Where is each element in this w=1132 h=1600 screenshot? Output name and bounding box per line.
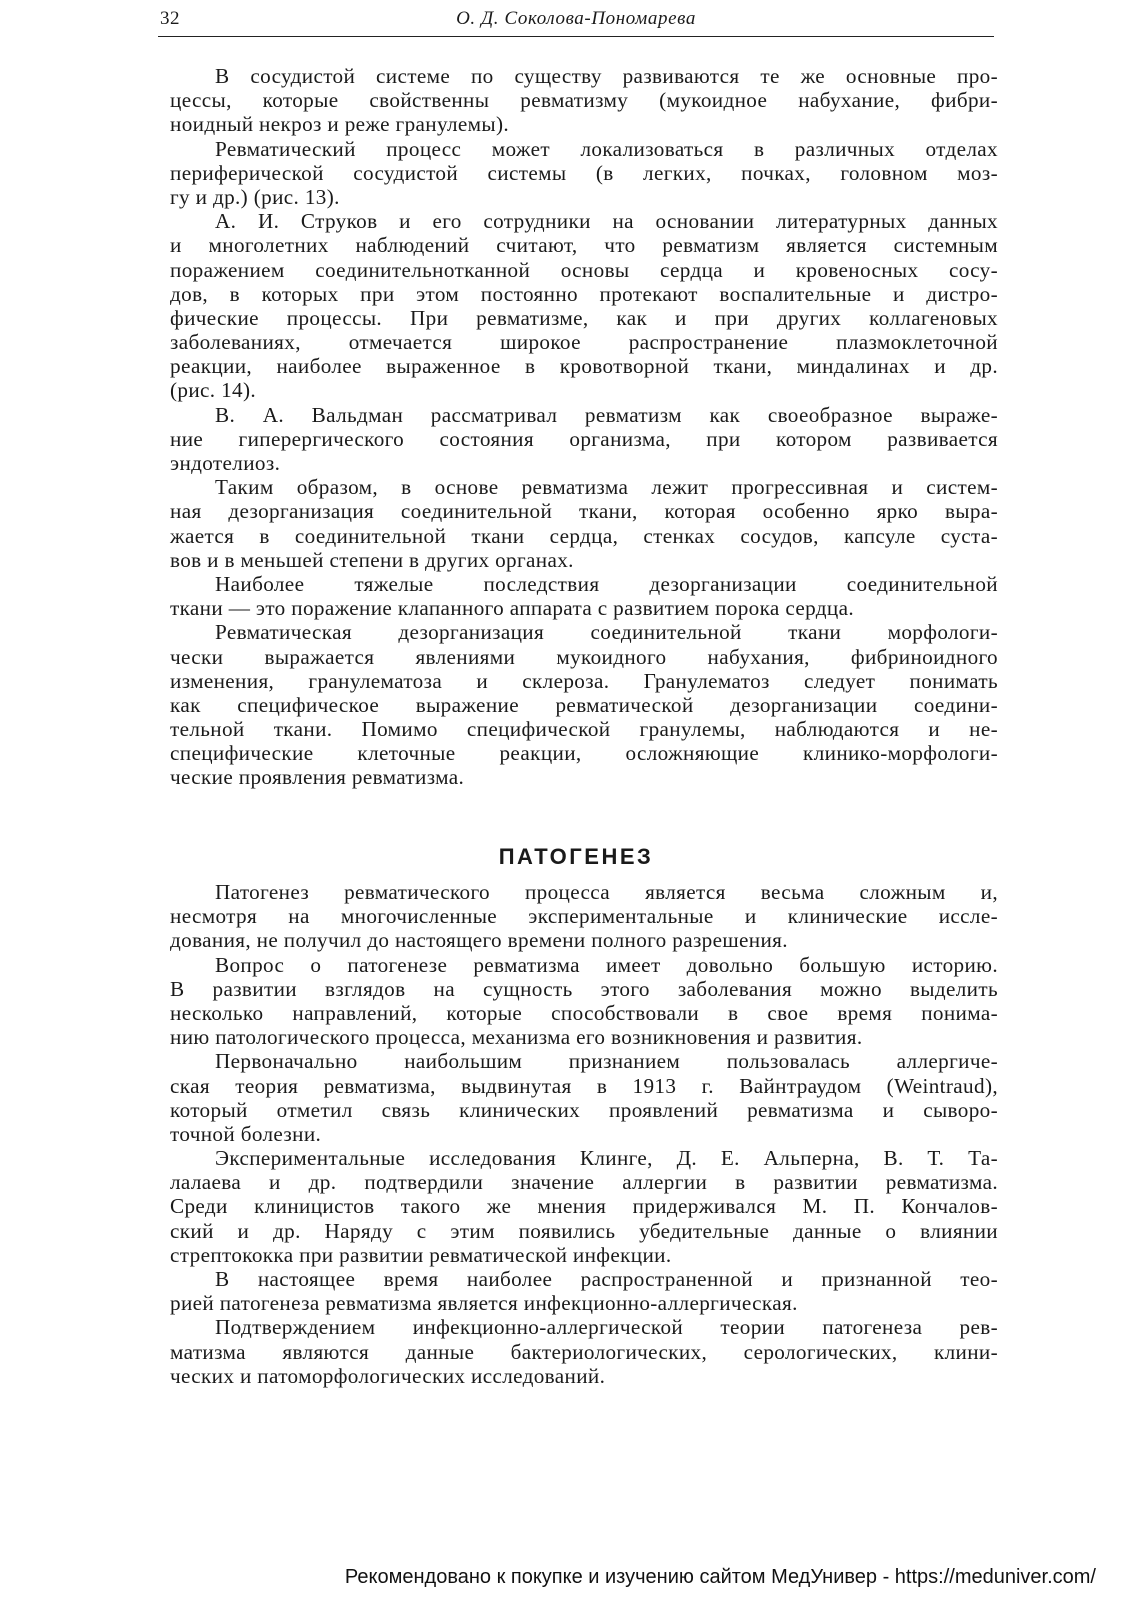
- text-line: ческих и патоморфологических исследований.: [170, 1363, 606, 1388]
- text-line: несколько направлений, которые способствовали в свое время понима-: [170, 1000, 998, 1025]
- paragraph: [170, 1267, 998, 1315]
- paragraph: [170, 475, 998, 572]
- text-line: В. А. Вальдман рассматривал ревматизм как своеобразное выраже-: [215, 402, 998, 427]
- paragraph: [170, 403, 998, 476]
- paragraph: [170, 620, 998, 789]
- text-line: изменения, гранулематоза и склероза. Гранулематоз следует понимать: [170, 668, 998, 693]
- text-line: гу и др.) (рис. 13).: [170, 184, 340, 209]
- text-line: Ревматический процесс может локализоваться в различных отделах: [215, 136, 998, 161]
- text-line: Среди клиницистов такого же мнения придерживался М. П. Кончалов-: [170, 1194, 998, 1219]
- text-line: вов и в меньшей степени в других органах.: [170, 547, 574, 572]
- text-line: нию патологического процесса, механизма его возникновения и развития.: [170, 1025, 863, 1050]
- text-line: эндотелиоз.: [170, 451, 281, 475]
- text-line: ноидный некроз и реже гранулемы).: [170, 112, 510, 137]
- text-line: Первоначально наибольшим признанием пользовалась аллергиче-: [215, 1049, 998, 1074]
- text-line: жается в соединительной ткани сердца, стенках сосудов, капсуле суста-: [170, 523, 998, 548]
- page-header: [158, 6, 994, 37]
- text-line: ние гиперергического состояния организма, при котором развивается: [170, 426, 998, 451]
- text-line: Экспериментальные исследования Клинге, Д. Е. Альперна, В. Т. Та-: [215, 1146, 998, 1171]
- text-line: дов, в которых при этом постоянно протекают воспалительные и дистро-: [170, 281, 998, 306]
- text-line: дования, не получил до настоящего времени полного разрешения.: [170, 928, 788, 953]
- paragraph: [170, 1146, 998, 1267]
- text-line: тельной ткани. Помимо специфической гранулемы, наблюдаются и не-: [170, 717, 998, 742]
- text-line: чески выражается явлениями мукоидного набухания, фибриноидного: [170, 644, 998, 669]
- body-text-section-two: [170, 880, 998, 1388]
- text-line: ская теория ревматизма, выдвинутая в 1913 г. Вайнтраудом (Weintraud),: [170, 1073, 998, 1098]
- paragraph: [170, 953, 998, 1050]
- page-number: 32: [160, 8, 180, 29]
- text-line: который отметил связь клинических проявлений ревматизма и сыворо-: [170, 1097, 998, 1122]
- text-line: поражением соединительнотканной основы сердца и кровеносных сосу-: [170, 257, 998, 282]
- text-line: Подтверждением инфекционно-аллергической теории патогенеза рев-: [215, 1315, 998, 1340]
- paragraph: [170, 880, 998, 953]
- text-line: фические процессы. При ревматизме, как и при других коллагеновых: [170, 305, 998, 330]
- text-line: Патогенез ревматического процесса является весьма сложным и,: [215, 880, 998, 904]
- text-line: как специфическое выражение ревматической дезорганизации соедини-: [170, 692, 998, 717]
- text-line: А. И. Струков и его сотрудники на основании литературных данных: [215, 209, 998, 234]
- text-line: лалаева и др. подтвердили значение аллергии в развитии ревматизма.: [170, 1170, 998, 1195]
- text-line: заболеваниях, отмечается широкое распространение плазмоклеточной: [170, 330, 998, 355]
- text-line: ческие проявления ревматизма.: [170, 765, 465, 790]
- paragraph: [170, 137, 998, 210]
- paragraph: [170, 1315, 998, 1388]
- text-line: рией патогенеза ревматизма является инфекционно-аллергическая.: [170, 1291, 798, 1316]
- body-text-section-one: [170, 64, 998, 790]
- text-line: ткани — это поражение клапанного аппарата с развитием порока сердца.: [170, 596, 854, 621]
- text-line: ский и др. Наряду с этим появились убедительные данные о влиянии: [170, 1218, 998, 1243]
- paragraph: [170, 209, 998, 403]
- text-line: цессы, которые свойственны ревматизму (мукоидное набухание, фибри-: [170, 88, 998, 113]
- text-line: Вопрос о патогенезе ревматизма имеет довольно большую историю.: [215, 952, 998, 977]
- text-line: точной болезни.: [170, 1121, 322, 1146]
- text-line: ная дезорганизация соединительной ткани, которая особенно ярко выра-: [170, 499, 998, 524]
- text-line: стрептококка при развитии ревматической инфекции.: [170, 1242, 672, 1267]
- paragraph: [170, 64, 998, 137]
- text-line: реакции, наиболее выраженное в кровотворной ткани, миндалинах и др.: [170, 354, 998, 379]
- text-line: специфические клеточные реакции, осложняющие клинико-морфологи-: [170, 741, 998, 766]
- text-line: В сосудистой системе по существу развиваются те же основные про-: [215, 64, 998, 88]
- paragraph: [170, 572, 998, 620]
- text-line: периферической сосудистой системы (в легких, почках, головном моз-: [170, 160, 998, 185]
- text-line: В настоящее время наиболее распространенной и признанной тео-: [215, 1267, 998, 1291]
- section-heading: ПАТОГЕНЕЗ: [498, 844, 654, 869]
- text-line: (рис. 14).: [170, 378, 257, 403]
- text-line: В развитии взглядов на сущность этого заболевания можно выделить: [170, 976, 998, 1001]
- text-line: Наиболее тяжелые последствия дезорганизации соединительной: [215, 571, 998, 596]
- paragraph: [170, 1049, 998, 1146]
- text-line: Ревматическая дезорганизация соединительной ткани морфологи-: [215, 620, 998, 645]
- text-line: и многолетних наблюдений считают, что ревматизм является системным: [170, 233, 998, 258]
- text-line: матизма являются данные бактериологических, серологических, клини-: [170, 1339, 998, 1364]
- text-line: несмотря на многочисленные экспериментальные и клинические иссле-: [170, 904, 998, 929]
- text-line: Таким образом, в основе ревматизма лежит прогрессивная и систем-: [215, 475, 998, 500]
- footer-watermark: Рекомендовано к покупке и изучению сайтом МедУнивер - https://meduniver.com/: [344, 1566, 1096, 1588]
- running-title: О. Д. Соколова-Пономарева: [456, 8, 696, 29]
